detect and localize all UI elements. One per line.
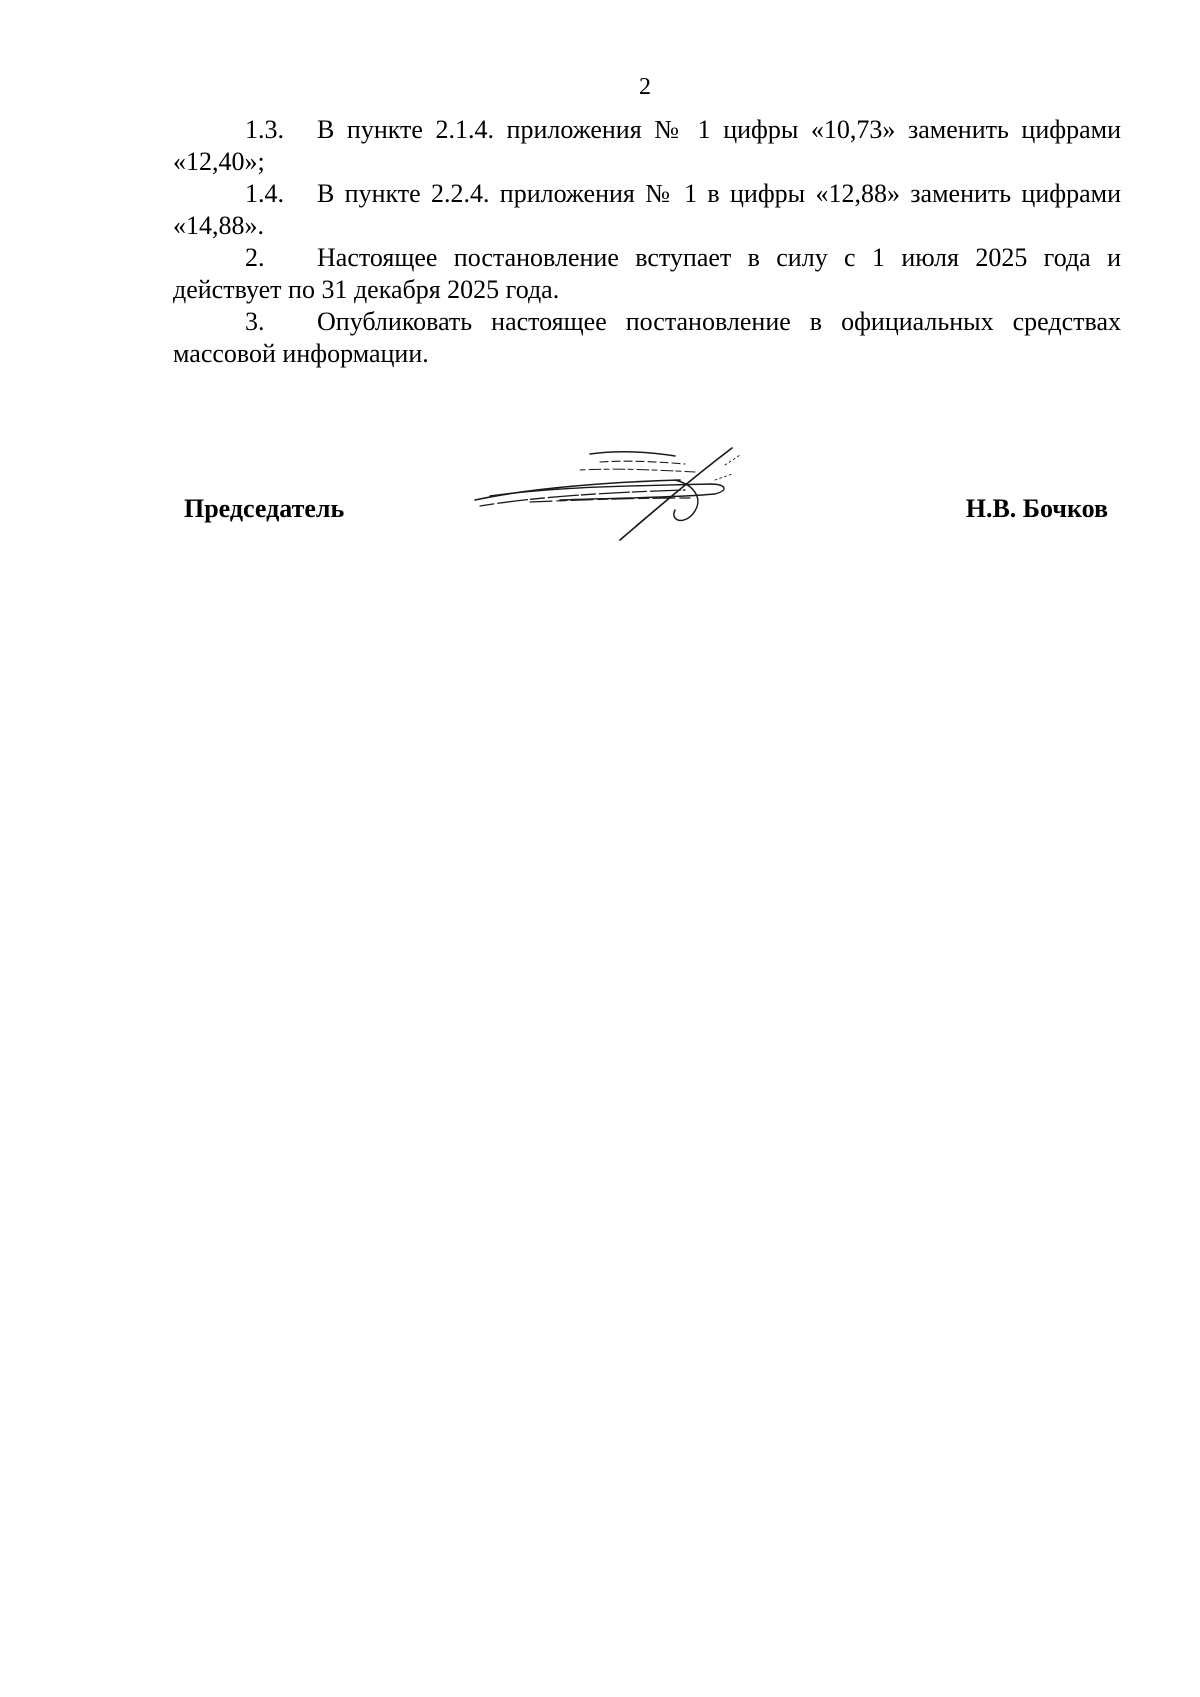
signatory-title: Председатель bbox=[184, 494, 345, 523]
paragraph-text: В пункте 2.1.4. приложения № 1 цифры «10,73» заменить цифрами «12,40»; bbox=[173, 115, 1121, 176]
paragraph-number: 2. bbox=[245, 243, 265, 272]
paragraph-3 bbox=[173, 306, 1121, 370]
paragraph-number: 3. bbox=[245, 307, 265, 336]
page-number: 2 bbox=[639, 74, 651, 100]
handwritten-signature bbox=[470, 440, 790, 550]
signatory-name: Н.В. Бочков bbox=[965, 494, 1108, 523]
paragraph-1-4 bbox=[173, 178, 1121, 242]
paragraph-text: Опубликовать настоящее постановление в официальных средствах массовой информации. bbox=[173, 307, 1121, 368]
paragraph-2 bbox=[173, 242, 1121, 306]
paragraph-number: 1.3. bbox=[245, 115, 284, 144]
paragraph-1-3 bbox=[173, 114, 1121, 178]
paragraph-text: В пункте 2.2.4. приложения № 1 в цифры «12,88» заменить цифрами «14,88». bbox=[173, 179, 1121, 240]
paragraph-text: Настоящее постановление вступает в силу с 1 июля 2025 года и действует по 31 декабря 2025 года. bbox=[173, 243, 1121, 304]
paragraph-number: 1.4. bbox=[245, 179, 284, 208]
document-body bbox=[173, 114, 1121, 370]
